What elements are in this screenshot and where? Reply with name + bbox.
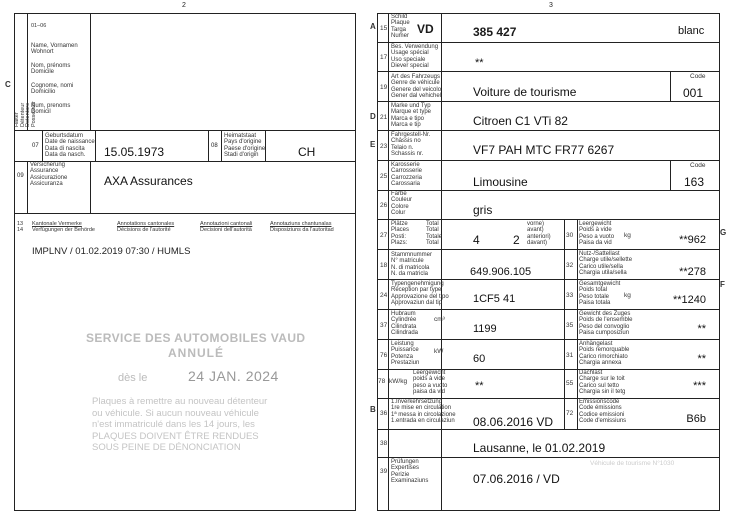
plate-color: blanc <box>678 25 705 37</box>
f39-label: Prüfungen Expertises Perizie Examinaziuns <box>391 459 429 485</box>
seats-total: 4 <box>473 233 480 247</box>
issue-place-date: Lausanne, le 01.02.2019 <box>473 441 606 455</box>
field-09-number: 09 <box>17 173 24 179</box>
field-07-label: Geburtsdatum Date de naissance Data di nascita Data da nasch. <box>45 133 95 159</box>
f55-label: Dachlast Charge sur le toit Carico sul tetto Chargia sin il tetg <box>579 370 626 396</box>
f25-num: 25 <box>380 173 388 180</box>
f25-label: Karosserie Carrosserie Carrozzeria Carossaria <box>391 162 423 188</box>
f31-label: Anhängelast Poids remorquable Carico rimorchiato Chargia annexa <box>579 341 630 367</box>
chassis-number: VF7 PAH MTC FR77 6267 <box>473 143 615 157</box>
train-weight: ** <box>697 323 706 335</box>
f33-label: Gesamtgewicht Poids total Peso totale Paisa totala <box>579 281 621 307</box>
f78-num: 78 <box>378 378 386 385</box>
f17-label: Bes. Verwendung Usage spécial Uso speciale Diever special <box>391 44 439 70</box>
f15-label: Schild Plaque Targa Numer <box>391 14 410 40</box>
edge-letter-b: B <box>370 405 376 414</box>
stamp-date-prefix: dès le <box>118 372 148 384</box>
stamp-date: 24 JAN. 2024 <box>188 368 279 384</box>
f32-label: Nutz-/Sattellast Charge utile/sellette Carico utile/sella Chargia utila/sella <box>579 251 633 277</box>
f14-de: Verfügungen der Behörde <box>32 227 95 233</box>
f36-num: 36 <box>380 410 388 417</box>
displacement: 1199 <box>473 323 497 335</box>
f39-num: 39 <box>380 468 388 475</box>
f24-label: Typengenehmigung Réception par type Approvazione del tipo Approvaziun dal tip <box>391 281 449 307</box>
label-nom: Nom, prénoms Domicile <box>31 63 71 76</box>
inspection-date: 07.06.2016 / VD <box>473 472 560 486</box>
f19-num: 19 <box>380 84 388 91</box>
f13-it: Annotazioni cantonali <box>200 221 253 227</box>
f30-label: Leergewicht Poids à vide Peso a vuoto Paisa da vid <box>579 221 615 247</box>
edge-letter-f: F <box>720 280 725 289</box>
special-use: ** <box>475 57 484 69</box>
f37-unit: cm³ <box>434 316 445 323</box>
field-07-number: 07 <box>32 143 39 149</box>
f13-de: Kantonale Vermerke <box>32 221 82 227</box>
faint-stamp-text: Véhicule de tourisme N°1030 <box>590 460 675 467</box>
roof-load: *** <box>693 380 706 392</box>
f31-num: 31 <box>566 352 574 359</box>
f14-rm: Disposiziuns da l'autoritad <box>270 227 334 233</box>
holder-vertical-label: Halter Détenteur Detentore Possessor <box>14 101 37 127</box>
f78-unit: kW/kg <box>389 378 408 385</box>
f76-num: 76 <box>380 352 388 359</box>
f14-it: Decisioni dell'autorità <box>200 227 252 233</box>
vehicle-type: Voiture de tourisme <box>473 85 577 99</box>
f27-front-label: vorne) avant) anteriori) davant) <box>527 221 551 247</box>
insurance-value: AXA Assurances <box>104 174 193 188</box>
body-type-code: 163 <box>684 175 705 189</box>
f26-label: Farbe Couleur Colore Colur <box>391 191 413 217</box>
edge-letter-d: D <box>370 112 376 121</box>
f76-unit: kW <box>434 348 444 355</box>
f17-num: 17 <box>380 54 388 61</box>
power: 60 <box>473 353 486 365</box>
f27-num: 27 <box>380 232 388 239</box>
type-approval: 1CF5 41 <box>473 293 516 305</box>
emission-code: B6b <box>686 413 706 425</box>
f72-label: Emissionscode Code émissions Codice emissioni Code d'emissiuns <box>579 399 627 425</box>
field-09-label: Versicherung Assurance Assicurazione Assicuranza <box>30 162 68 188</box>
matriculation-number: 649.906.105 <box>470 266 532 278</box>
f27-total-label: Total Total Totale Total <box>426 221 443 247</box>
f78-label: Leergewicht poids à vide peso a vuoto paisa da vid <box>413 370 448 396</box>
f18-label: Stammnummer N° matricule N. di matricola N. da matricla <box>391 252 433 278</box>
field-14-number: 14 <box>17 227 24 233</box>
power-to-weight: ** <box>475 380 484 392</box>
total-weight: **1240 <box>672 294 706 306</box>
vehicle-type-code: 001 <box>683 86 704 100</box>
plate-number: 385 427 <box>473 25 517 39</box>
f23-label: Fahrgestell-Nr. Châssis no Telaio n. Schassis nr. <box>391 132 431 158</box>
first-registration: 08.06.2016 VD <box>473 415 554 429</box>
label-cognome: Cognome, nomi Domicilio <box>31 83 74 96</box>
seats-front: 2 <box>513 233 520 247</box>
page-number-left: 2 <box>182 2 186 9</box>
edge-letter-c: C <box>5 80 11 89</box>
f72-num: 72 <box>566 410 574 417</box>
f19-label: Art des Fahrzeugs Genre de véhicule Genere del veicolo Gener dal vehichel <box>391 74 442 100</box>
make-model: Citroen C1 VTi 82 <box>473 114 568 128</box>
f33-num: 33 <box>566 292 574 299</box>
trailer-load: ** <box>697 353 706 365</box>
payload: **278 <box>679 266 706 278</box>
f35-label: Gewicht des Zuges Poids de l'ensemble Peso del convoglio Paisa cumposiziun <box>579 311 633 337</box>
birth-date: 15.05.1973 <box>104 145 165 159</box>
stamp-text: Plaques à remettre au nouveau détenteur ou véhicule. Si aucun nouveau véhicule n'est immatriculé dans les 14 jours, les PLAQUES DOIVENT ÊTRE RENDUES SOUS PEINE DE DÉNONCIATION <box>92 396 268 453</box>
f76-label: Leistung Puissance Potenza Prestaziun <box>391 341 420 367</box>
f25-code-label: Code <box>690 162 706 169</box>
label-name: Name, Vornamen Wohnort <box>31 43 78 56</box>
stamp-service: SERVICE DES AUTOMOBILES VAUD <box>86 331 306 345</box>
field-13-number: 13 <box>17 221 24 227</box>
f21-num: 21 <box>380 114 388 121</box>
f24-num: 24 <box>380 292 388 299</box>
f13-fr: Annotations cantonales <box>117 221 175 227</box>
edge-letter-e: E <box>370 140 376 149</box>
f30-num: 30 <box>566 232 574 239</box>
page-number-right: 3 <box>549 2 553 9</box>
field-08-number: 08 <box>211 143 218 149</box>
f27-label: Plätze Places Posti: Plazs: <box>391 221 410 247</box>
color-value: gris <box>473 203 493 217</box>
f36-label: 1.Inverkehrsetzung 1re mise en circulation 1ª messa in circolazione 1.entrada en circulaziun <box>391 399 456 425</box>
f13-rm: Annotaziuns chantunalas <box>270 221 332 227</box>
cantonal-annotation: IMPLNV / 01.02.2019 07:30 / HUMLS <box>32 246 191 257</box>
body-type: Limousine <box>473 175 528 189</box>
f30-unit: kg <box>624 232 631 239</box>
f23-num: 23 <box>380 143 388 150</box>
empty-weight: **962 <box>679 234 706 246</box>
plate-canton: VD <box>417 22 434 36</box>
edge-letter-g: G <box>720 228 727 237</box>
holder-code: 01–06 <box>31 23 47 29</box>
f14-fr: Décisions de l'autorité <box>117 227 171 233</box>
home-country: CH <box>298 145 316 159</box>
field-08-label: Heimatstaat Pays d'origine Paese d'origine Stadi d'origin <box>224 133 266 159</box>
label-num: Num, prenoms Domicil <box>31 103 71 116</box>
f37-num: 37 <box>380 322 388 329</box>
edge-letter-a: A <box>370 22 376 31</box>
stamp-cancelled: ANNULÉ <box>168 346 224 360</box>
f35-num: 35 <box>566 322 574 329</box>
f33-unit: kg <box>624 292 631 299</box>
f26-num: 26 <box>380 202 388 209</box>
f21-label: Marke und Typ Marque et type Marca e tipo Marca e tip <box>391 103 432 129</box>
f15-num: 15 <box>380 25 388 32</box>
f37-label: Hubraum Cylindrée Cilindrata Cilindrada <box>391 311 419 337</box>
f38-num: 38 <box>380 440 388 447</box>
f19-code-label: Code <box>690 73 706 80</box>
f55-num: 55 <box>566 380 574 387</box>
f32-num: 32 <box>566 262 574 269</box>
f18-num: 18 <box>380 262 388 269</box>
